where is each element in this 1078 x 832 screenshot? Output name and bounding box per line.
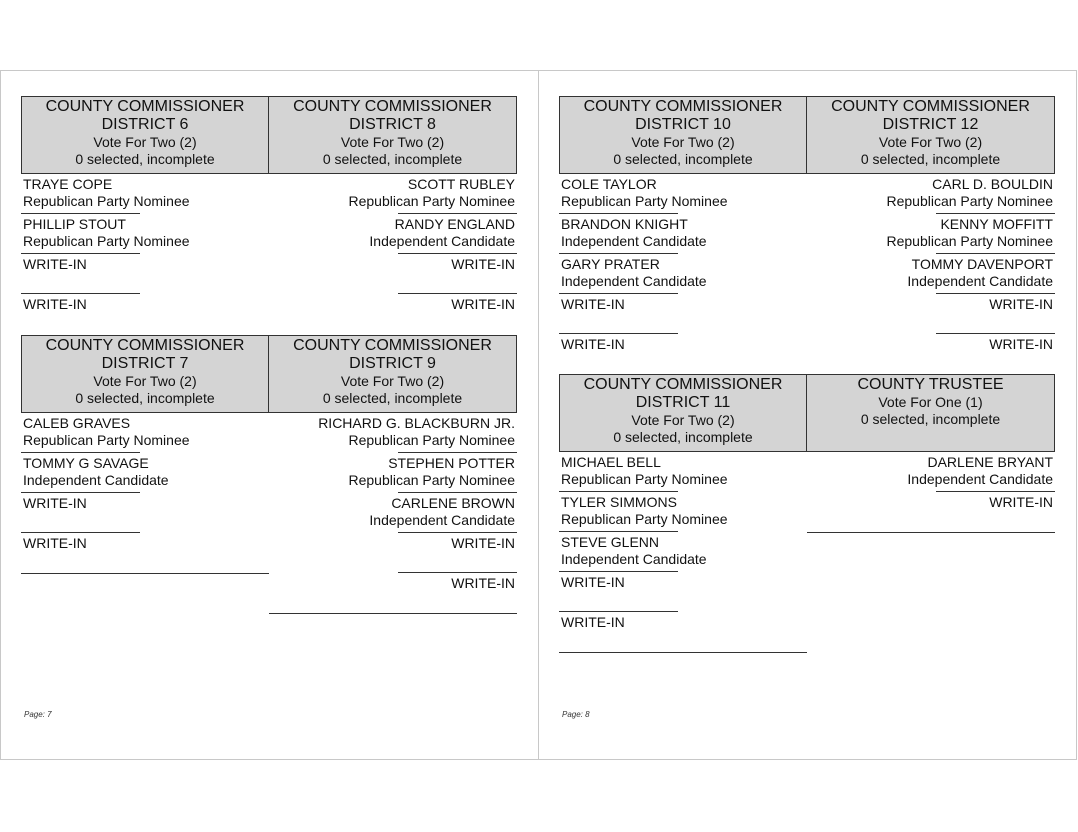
- race-header: [559, 374, 807, 452]
- write-in-option[interactable]: [269, 294, 517, 334]
- race-title: COUNTY COMMISSIONER: [293, 98, 492, 115]
- candidate-name: SCOTT RUBLEY: [407, 176, 515, 192]
- write-in-label: WRITE-IN: [451, 575, 515, 591]
- race-district-8: [269, 96, 517, 334]
- candidate-name: COLE TAYLOR: [561, 176, 657, 192]
- vote-for-instruction: Vote For Two (2): [93, 134, 197, 150]
- race-header: [21, 335, 269, 413]
- candidate-option[interactable]: [807, 174, 1055, 214]
- write-in-label: WRITE-IN: [989, 296, 1053, 312]
- candidate-name: STEPHEN POTTER: [388, 455, 515, 471]
- candidate-party: Republican Party Nominee: [348, 193, 515, 209]
- candidate-party: Republican Party Nominee: [561, 471, 728, 487]
- vote-for-instruction: Vote For Two (2): [340, 134, 445, 150]
- race-district-11: [559, 374, 807, 653]
- race-district-12: [807, 96, 1055, 357]
- candidate-option[interactable]: [269, 174, 517, 214]
- vote-for-instruction: Vote For Two (2): [340, 373, 445, 389]
- race-end-line: [21, 573, 269, 574]
- write-in-option[interactable]: [21, 493, 269, 533]
- candidate-option[interactable]: [21, 453, 269, 493]
- race-header: [269, 335, 517, 413]
- write-in-option[interactable]: [807, 294, 1055, 334]
- write-in-label: WRITE-IN: [561, 574, 625, 590]
- race-end-line: [807, 532, 1055, 533]
- race-county-trustee: [807, 374, 1055, 533]
- candidate-option[interactable]: [559, 452, 807, 492]
- candidate-name: TRAYE COPE: [23, 176, 113, 192]
- candidate-name: TYLER SIMMONS: [561, 494, 677, 510]
- vote-for-instruction: Vote For Two (2): [93, 373, 197, 389]
- write-in-option[interactable]: [21, 294, 269, 334]
- vote-for-instruction: Vote For Two (2): [878, 134, 983, 150]
- write-in-label: WRITE-IN: [989, 494, 1053, 510]
- candidate-name: DARLENE BRYANT: [927, 454, 1053, 470]
- race-district: DISTRICT 12: [882, 116, 979, 133]
- candidate-option[interactable]: [21, 413, 269, 453]
- page-number: Page: 7: [24, 710, 52, 719]
- race-header: [269, 96, 517, 174]
- candidate-option[interactable]: [269, 493, 517, 533]
- candidate-name: RICHARD G. BLACKBURN JR.: [318, 415, 515, 431]
- candidate-party: Republican Party Nominee: [23, 233, 190, 249]
- write-in-label: WRITE-IN: [23, 535, 87, 551]
- race-title: COUNTY COMMISSIONER: [293, 337, 492, 354]
- write-in-label: WRITE-IN: [989, 336, 1053, 352]
- race-district-6: [21, 96, 269, 334]
- candidate-option[interactable]: [559, 532, 807, 572]
- write-in-option[interactable]: [559, 612, 807, 652]
- race-end-line: [269, 613, 517, 614]
- selection-status: 0 selected, incomplete: [75, 151, 215, 167]
- candidate-name: BRANDON KNIGHT: [561, 216, 688, 232]
- candidate-party: Independent Candidate: [369, 512, 515, 528]
- candidate-party: Independent Candidate: [561, 233, 707, 249]
- candidate-option[interactable]: [559, 254, 807, 294]
- candidate-option[interactable]: [269, 453, 517, 493]
- candidate-name: TOMMY DAVENPORT: [911, 256, 1053, 272]
- selection-status: 0 selected, incomplete: [322, 151, 463, 167]
- race-district: DISTRICT 7: [101, 355, 189, 372]
- candidate-option[interactable]: [559, 214, 807, 254]
- candidate-party: Independent Candidate: [561, 273, 707, 289]
- write-in-option[interactable]: [559, 294, 807, 334]
- selection-status: 0 selected, incomplete: [322, 390, 463, 406]
- race-header: [807, 374, 1055, 452]
- candidate-party: Independent Candidate: [907, 471, 1053, 487]
- vote-for-instruction: Vote For Two (2): [631, 134, 735, 150]
- page-number: Page: 8: [562, 710, 590, 719]
- candidate-party: Independent Candidate: [23, 472, 169, 488]
- candidate-option[interactable]: [807, 214, 1055, 254]
- write-in-label: WRITE-IN: [561, 296, 625, 312]
- candidate-name: MICHAEL BELL: [561, 454, 661, 470]
- candidate-option[interactable]: [21, 214, 269, 254]
- selection-status: 0 selected, incomplete: [613, 429, 753, 445]
- candidate-option[interactable]: [21, 174, 269, 214]
- candidate-name: PHILLIP STOUT: [23, 216, 126, 232]
- write-in-option[interactable]: [807, 334, 1055, 357]
- race-title: COUNTY TRUSTEE: [857, 376, 1004, 393]
- write-in-option[interactable]: [21, 254, 269, 294]
- candidate-option[interactable]: [269, 413, 517, 453]
- race-title: COUNTY COMMISSIONER: [583, 98, 783, 115]
- candidate-party: Republican Party Nominee: [886, 193, 1053, 209]
- race-district-10: [559, 96, 807, 357]
- race-title: COUNTY COMMISSIONER: [831, 98, 1030, 115]
- candidate-option[interactable]: [559, 174, 807, 214]
- race-header: [21, 96, 269, 174]
- candidate-party: Republican Party Nominee: [23, 193, 190, 209]
- race-district: DISTRICT 6: [101, 116, 189, 133]
- candidate-name: TOMMY G SAVAGE: [23, 455, 149, 471]
- race-title: COUNTY COMMISSIONER: [45, 337, 245, 354]
- race-end-line: [559, 652, 807, 653]
- candidate-option[interactable]: [807, 452, 1055, 492]
- candidate-party: Republican Party Nominee: [886, 233, 1053, 249]
- vote-for-instruction: Vote For Two (2): [631, 412, 735, 428]
- write-in-label: WRITE-IN: [561, 336, 625, 352]
- candidate-party: Republican Party Nominee: [561, 193, 728, 209]
- candidate-name: STEVE GLENN: [561, 534, 660, 550]
- write-in-label: WRITE-IN: [451, 535, 515, 551]
- race-district: DISTRICT 8: [349, 116, 436, 133]
- ballot-page-8: [538, 70, 1077, 760]
- write-in-option[interactable]: [559, 334, 807, 357]
- selection-status: 0 selected, incomplete: [860, 411, 1001, 427]
- write-in-option[interactable]: [807, 492, 1055, 532]
- candidate-option[interactable]: [807, 254, 1055, 294]
- candidate-party: Republican Party Nominee: [561, 511, 728, 527]
- selection-status: 0 selected, incomplete: [75, 390, 215, 406]
- candidate-option[interactable]: [269, 214, 517, 254]
- write-in-option[interactable]: [559, 572, 807, 612]
- race-header: [559, 96, 807, 174]
- selection-status: 0 selected, incomplete: [860, 151, 1001, 167]
- candidate-name: GARY PRATER: [561, 256, 660, 272]
- write-in-option[interactable]: [269, 573, 517, 613]
- vote-for-instruction: Vote For One (1): [878, 394, 983, 410]
- candidate-name: CARLENE BROWN: [391, 495, 515, 511]
- candidate-party: Independent Candidate: [561, 551, 707, 567]
- ballot-page-7: [0, 70, 539, 760]
- write-in-label: WRITE-IN: [561, 614, 625, 630]
- write-in-label: WRITE-IN: [23, 495, 87, 511]
- race-district: DISTRICT 10: [635, 116, 731, 133]
- write-in-option[interactable]: [269, 254, 517, 294]
- race-title: COUNTY COMMISSIONER: [583, 376, 783, 393]
- candidate-party: Independent Candidate: [369, 233, 515, 249]
- candidate-name: KENNY MOFFITT: [940, 216, 1053, 232]
- write-in-option[interactable]: [269, 533, 517, 573]
- selection-status: 0 selected, incomplete: [613, 151, 753, 167]
- race-district: DISTRICT 9: [349, 355, 436, 372]
- candidate-party: Republican Party Nominee: [23, 432, 190, 448]
- race-district: DISTRICT 11: [635, 394, 731, 411]
- write-in-label: WRITE-IN: [23, 296, 87, 312]
- write-in-label: WRITE-IN: [451, 296, 515, 312]
- candidate-name: CALEB GRAVES: [23, 415, 131, 431]
- write-in-label: WRITE-IN: [23, 256, 87, 272]
- candidate-party: Independent Candidate: [907, 273, 1053, 289]
- write-in-label: WRITE-IN: [451, 256, 515, 272]
- candidate-party: Republican Party Nominee: [348, 432, 515, 448]
- race-title: COUNTY COMMISSIONER: [45, 98, 245, 115]
- candidate-party: Republican Party Nominee: [348, 472, 515, 488]
- write-in-option[interactable]: [21, 533, 269, 573]
- candidate-name: CARL D. BOULDIN: [932, 176, 1053, 192]
- candidate-option[interactable]: [559, 492, 807, 532]
- race-district-9: [269, 335, 517, 614]
- candidate-name: RANDY ENGLAND: [394, 216, 515, 232]
- race-header: [807, 96, 1055, 174]
- race-district-7: [21, 335, 269, 574]
